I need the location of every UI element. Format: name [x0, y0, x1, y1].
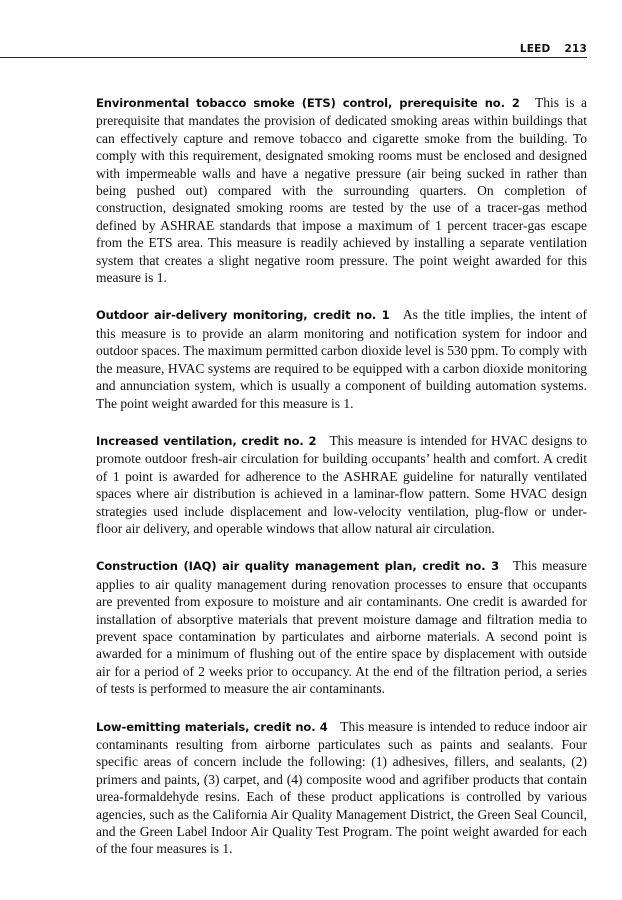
section-body: This is a prerequisite that mandates the provision of dedicated smoking areas within buildings that can effectively capture and remove tobacco and cigarette smoke from the building. To comply with this requirement, designated smoking rooms must be enclosed and designed with impermeable walls and have a negative pressure (air being sucked in rather than being pushed out) compared with the surrounding quarters. On completion of construction, designated smoking rooms are tested by the use of a tracer-gas method defined by ASHRAE standards that impose a maximum of 1 percent tracer-gas escape from the ETS area. This measure is readily achieved by installing a separate ventilation system that creates a slight negative room pressure. The point weight awarded for this measure is 1.	[96, 95, 588, 286]
section-body: This measure applies to air quality management during renovation processes to ensure that occupants are prevented from exposure to moisture and air contaminants. One credit is awarded for installation of absorptive materials that prevent moisture damage and filtration media to prevent space contamination by particulates and airborne materials. A second point is awarded for a minimum of flushing out of the entire space by displacement with outside air for a period of 2 weeks prior to occupancy. At the end of the filtration period, a series of tests is performed to measure the air contaminants.	[96, 558, 587, 697]
header-rule	[0, 57, 587, 58]
section-heading: Increased ventilation, credit no. 2	[96, 433, 317, 448]
section-low-emitting-materials	[96, 718, 587, 858]
section-increased-ventilation	[96, 432, 587, 537]
section-heading: Construction (IAQ) air quality management plan, credit no. 3	[96, 559, 500, 574]
section-heading: Environmental tobacco smoke (ETS) control, prerequisite no. 2	[96, 96, 520, 110]
section-body: This measure is intended for HVAC designs to promote outdoor fresh-air circulation for building occupants’ health and comfort. A credit of 1 point is awarded for adherence to the ASHRAE guideline for naturally ventilated spaces where air distribution is achieved in a laminar-flow pattern. Some HVAC design strategies used include displacement and low-velocity ventilation, plug-flow or under-floor air delivery, and operable windows that allow natural air circulation.	[96, 432, 587, 536]
section-heading: Outdoor air-delivery monitoring, credit no. 1	[96, 308, 390, 323]
section-body: This measure is intended to reduce indoor air contaminants resulting from airborne particulates such as paints and sealants. Four specific areas of concern include the following: (1) adhesives, fillers, and sealants, (2) primers and paints, (3) carpet, and (4) composite wood and agrifiber products that contain urea-formaldehyde resins. Each of these product applications is controlled by various agencies, such as the California Air Quality Management District, the Green Seal Council, and the Green Label Indoor Air Quality Test Program. The point weight awarded for each of the four measures is 1.	[96, 718, 587, 857]
section-body: As the title implies, the intent of this measure is to provide an alarm monitoring and notification system for indoor and outdoor spaces. The maximum permitted carbon dioxide level is 530 ppm. To comply with the measure, HVAC systems are required to be equipped with a carbon dioxide monitoring and annunciation system, which is usually a component of building automation systems. The point weight awarded for this measure is 1.	[96, 307, 587, 411]
section-heading: Low-emitting materials, credit no. 4	[96, 719, 328, 734]
page-number: 213	[564, 43, 587, 55]
section-outdoor-air-monitoring	[96, 306, 587, 411]
page-body	[96, 94, 587, 878]
section-construction-iaq-plan	[96, 557, 587, 697]
section-ets-control	[96, 94, 587, 286]
running-head	[0, 43, 587, 55]
running-head-title: LEED	[519, 43, 551, 55]
